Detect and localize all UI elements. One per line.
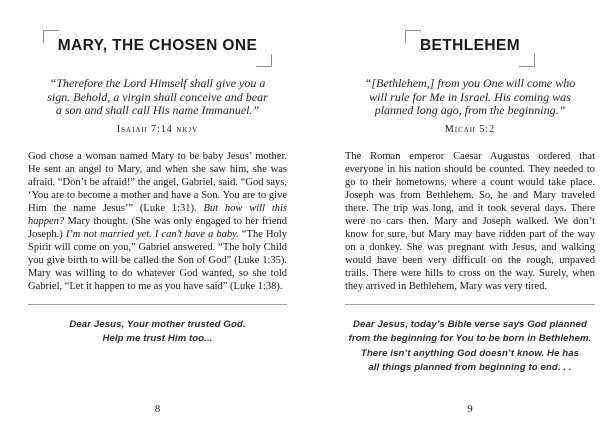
- corner-bracket-top-left-icon: [43, 30, 59, 43]
- devotional-body-text: God chose a woman named Mary to be baby Jesus’ mother. He sent an angel to Mary, and when she saw him, she was afraid. “Don’t be afraid!” the angel, Gabriel, said. “God says, ‘You are to become a mother and have a Son. You are to give Him the name Jesus’” (Luke 1:31). But how will this happen? Mary thought. (She was only engaged to her friend Joseph.) I’m not married yet. I can’t have a baby. “The Holy Spirit will come on you,” Gabriel answered. “The holy Child you give birth to will be called the Son of God” (Luke 1:35). Mary was willing to do whatever God wanted, so she told Gabriel, “Let it happen to me as you have said” (Luke 1:38).: [28, 150, 287, 292]
- chapter-title: BETHLEHEM: [419, 37, 521, 54]
- page-number: 8: [154, 403, 161, 415]
- title-row: [345, 30, 595, 67]
- scripture-reference: Micah 5:2: [444, 123, 496, 135]
- prayer-divider: [28, 304, 287, 305]
- scripture-quote: “[Bethlehem,] from you One will come who will rule for Me in Israel. His coming was planned long ago, from the beginning.”: [364, 76, 576, 117]
- devotional-body-text: The Roman emperor Caesar Augustus ordered that everyone in his nation should be counted. They needed to go to their hometowns, where a count would take place. Joseph was from Bethlehem. So, he and Mary traveled there. The trip was long, and it took several days. There were no cars then. Mary and Joseph walked. We don’t know for sure, but Mary may have ridden part of the way on a donkey. She was pregnant with Jesus, and walking would have been very difficult on the rough, unpaved trails. There were hills to cross on the way. Surely, when they arrived in Bethlehem, Mary was very tired.: [345, 150, 595, 292]
- scripture-reference: Isaiah 7:14 nkjv: [116, 123, 199, 135]
- page-right: [306, 0, 612, 432]
- title-row: [28, 30, 287, 67]
- corner-bracket-bottom-right-icon: [256, 54, 272, 67]
- prayer-text: Dear Jesus, Your mother trusted God. Help me trust Him too...: [69, 318, 246, 344]
- prayer-text: Dear Jesus, today’s Bible verse says God planned from the beginning for You to be born in Bethlehem. There isn’t anything God doesn’t know. He has all things planned from beginning to end. . .: [348, 318, 592, 373]
- prayer-divider: [345, 304, 595, 305]
- chapter-title: MARY, THE CHOSEN ONE: [57, 37, 258, 54]
- corner-bracket-top-left-icon: [405, 30, 421, 43]
- chapter-title-frame: [405, 30, 535, 67]
- corner-bracket-bottom-right-icon: [519, 54, 535, 67]
- scripture-quote: “Therefore the Lord Himself shall give you a sign. Behold, a virgin shall conceive and bear a son and shall call His name Immanuel.”: [47, 76, 268, 117]
- chapter-title-frame: [43, 30, 272, 67]
- page-number: 9: [467, 403, 473, 415]
